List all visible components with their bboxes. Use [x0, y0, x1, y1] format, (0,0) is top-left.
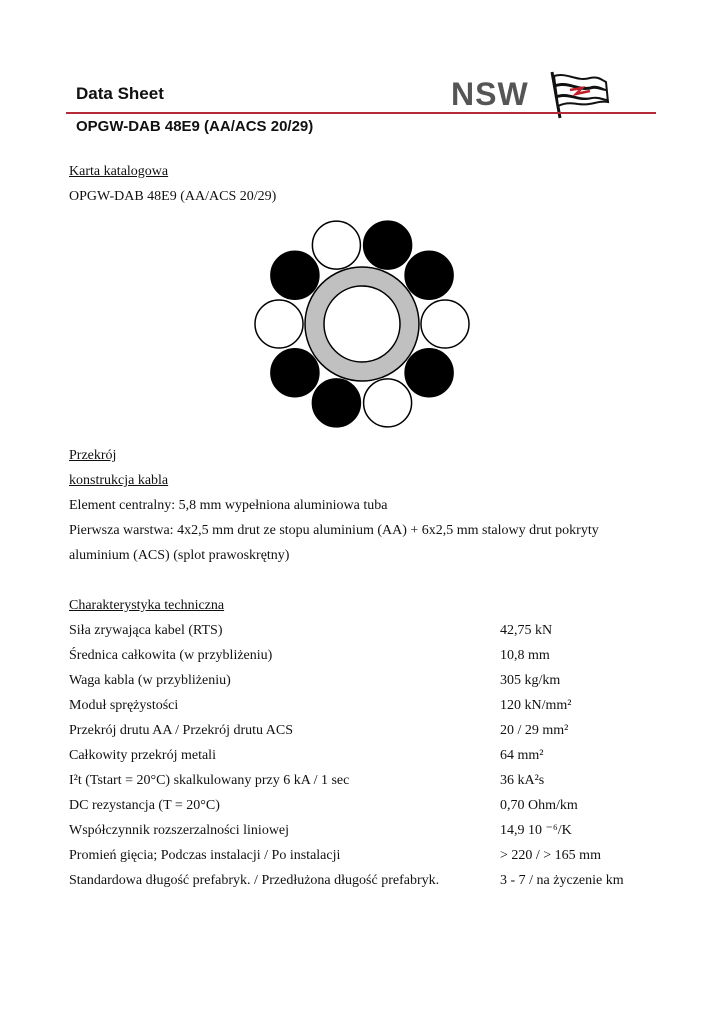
- aa-alloy-wire: [255, 300, 303, 348]
- spec-label: Siła zrywająca kabel (RTS): [69, 623, 223, 638]
- nsw-logo-text: NSW: [451, 76, 529, 112]
- spec-value: > 220 / > 165 mm: [500, 848, 601, 863]
- cable-cross-section-diagram: [250, 215, 474, 433]
- aluminium-tube-inner: [324, 286, 400, 362]
- aa-alloy-wire: [312, 221, 360, 269]
- central-element-text: Element centralny: 5,8 mm wypełniona aluminiowa tuba: [69, 498, 388, 513]
- spec-label: Przekrój drutu AA / Przekrój drutu ACS: [69, 723, 293, 738]
- spec-value: 0,70 Ohm/km: [500, 798, 578, 813]
- spec-value: 120 kN/mm²: [500, 698, 572, 713]
- spec-value: 36 kA²s: [500, 773, 545, 788]
- data-sheet-title: Data Sheet: [76, 84, 164, 103]
- construction-subheading: konstrukcja kabla: [69, 473, 169, 488]
- acs-steel-wire: [312, 379, 360, 427]
- spec-label: I²t (Tstart = 20°C) skalkulowany przy 6 kA / 1 sec: [69, 773, 350, 788]
- acs-steel-wire: [364, 221, 412, 269]
- spec-label: Waga kabla (w przybliżeniu): [69, 673, 231, 688]
- spec-value: 20 / 29 mm²: [500, 723, 569, 738]
- spec-value: 14,9 10 ⁻⁶/K: [500, 823, 572, 838]
- cross-section-heading: Przekrój: [69, 448, 117, 463]
- spec-value: 64 mm²: [500, 748, 544, 763]
- aa-alloy-wire: [364, 379, 412, 427]
- spec-label: Średnica całkowita (w przybliżeniu): [69, 648, 273, 663]
- spec-label: Promień gięcia; Podczas instalacji / Po instalacji: [69, 848, 341, 863]
- first-layer-text: Pierwsza warstwa: 4x2,5 mm drut ze stopu aluminium (AA) + 6x2,5 mm stalowy drut pokryty: [69, 523, 599, 538]
- acs-steel-wire: [405, 349, 453, 397]
- spec-value: 10,8 mm: [500, 648, 550, 663]
- acs-steel-wire: [271, 251, 319, 299]
- first-layer-text-cont: aluminium (ACS) (splot prawoskrętny): [69, 548, 290, 563]
- catalog-heading: Karta katalogowa: [69, 164, 169, 179]
- spec-label: Standardowa długość prefabryk. / Przedłużona długość prefabryk.: [69, 873, 440, 888]
- spec-value: 3 - 7 / na życzenie km: [500, 873, 624, 888]
- product-subtitle: OPGW-DAB 48E9 (AA/ACS 20/29): [76, 118, 314, 135]
- spec-label: Całkowity przekrój metali: [69, 748, 216, 763]
- acs-steel-wire: [405, 251, 453, 299]
- spec-value: 42,75 kN: [500, 623, 553, 638]
- spec-value: 305 kg/km: [500, 673, 561, 688]
- spec-label: Współczynnik rozszerzalności liniowej: [69, 823, 290, 838]
- acs-steel-wire: [271, 349, 319, 397]
- aa-alloy-wire: [421, 300, 469, 348]
- spec-label: Moduł sprężystości: [69, 698, 179, 713]
- specs-heading: Charakterystyka techniczna: [69, 598, 225, 613]
- header-divider: [66, 112, 656, 114]
- product-name: OPGW-DAB 48E9 (AA/ACS 20/29): [69, 189, 277, 204]
- spec-label: DC rezystancja (T = 20°C): [69, 798, 220, 813]
